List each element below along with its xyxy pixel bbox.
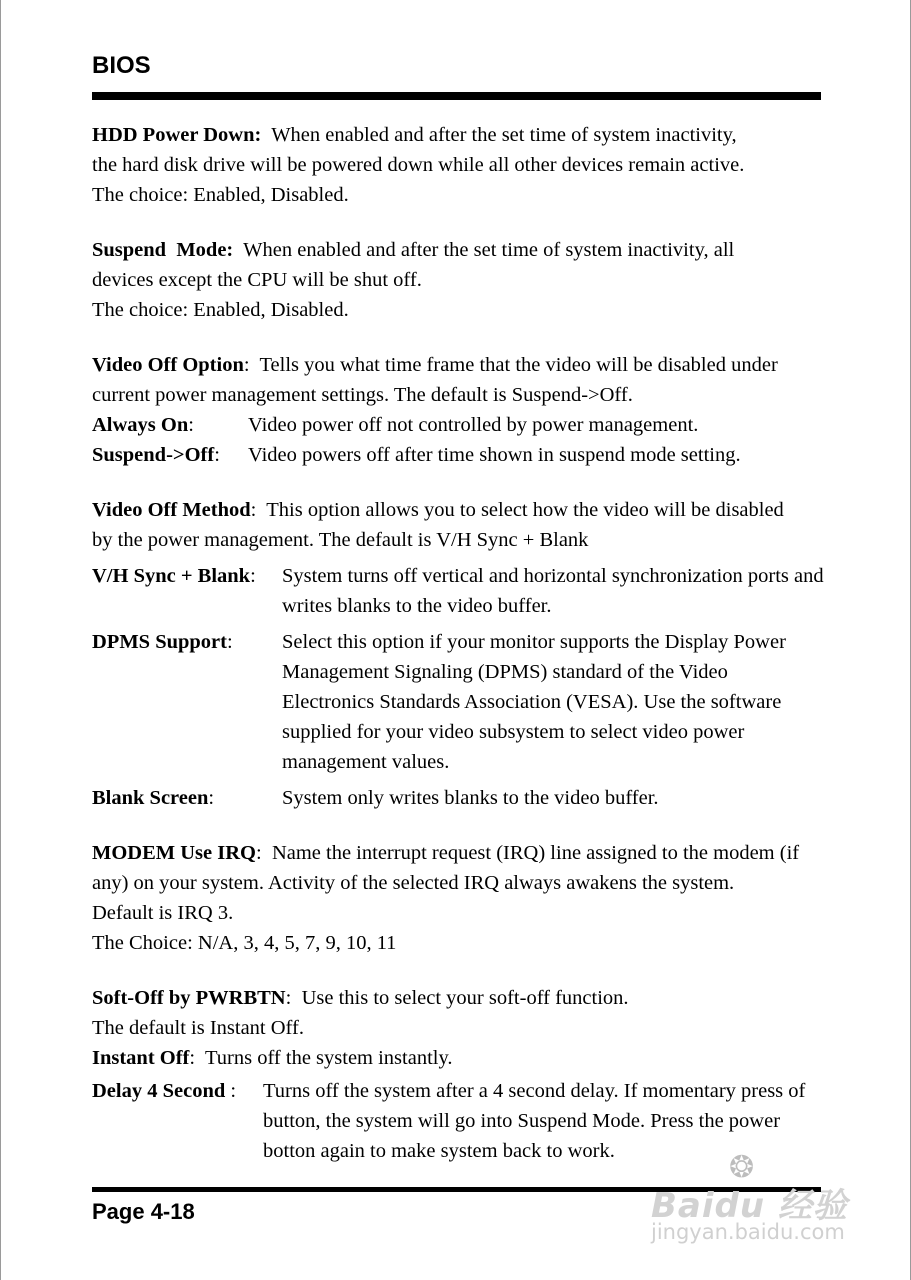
soft-off-instant: Instant Off: Turns off the system instantly. xyxy=(92,1047,453,1069)
modem-irq-choice: The Choice: N/A, 3, 4, 5, 7, 9, 10, 11 xyxy=(92,932,397,954)
suspend-mode-line2: devices except the CPU will be shut off. xyxy=(92,269,422,291)
paw-icon: ❂ xyxy=(729,1150,755,1185)
soft-off-line1: Soft-Off by PWRBTN: Use this to select your soft-off function. xyxy=(92,987,629,1009)
video-option-suspend-off: Suspend->Off: Video powers off after time shown in suspend mode setting. xyxy=(92,444,741,466)
soft-off-delay-4-second: Delay 4 Second : Turns off the system after a 4 second delay. If momentary press of button, the system will go into Suspend Mode. Press the power botton again to make system back to work. xyxy=(92,1080,806,1162)
suspend-mode-term: Suspend Mode: xyxy=(92,239,234,261)
method-vh-sync-blank: V/H Sync + Blank: System turns off vertical and horizontal synchronization ports and writes blanks to the video buffer. xyxy=(92,565,824,617)
video-off-option-line2: current power management settings. The default is Suspend->Off. xyxy=(92,384,633,406)
page-header-title: BIOS xyxy=(92,52,151,79)
video-off-method-line1: Video Off Method: This option allows you to select how the video will be disabled xyxy=(92,499,784,521)
video-off-method-term: Video Off Method xyxy=(92,499,251,521)
hdd-power-down-line2: the hard disk drive will be powered down while all other devices remain active. xyxy=(92,154,745,176)
method-dpms-support: DPMS Support: Select this option if your monitor supports the Display Power Management Signaling (DPMS) standard of the Video Electronics Standards Association (VESA). Use the software supplied for your video subsystem to select video power management values. xyxy=(92,631,786,773)
watermark-brand: Baidu 经验 xyxy=(651,1186,848,1226)
video-option-always-on: Always On: Video power off not controlled by power management. xyxy=(92,414,699,436)
page-body xyxy=(92,120,824,1166)
method-blank-screen: Blank Screen: System only writes blanks to the video buffer. xyxy=(92,787,659,809)
modem-irq-term: MODEM Use IRQ xyxy=(92,842,256,864)
hdd-power-down-choice: The choice: Enabled, Disabled. xyxy=(92,184,349,206)
modem-irq-line2: any) on your system. Activity of the selected IRQ always awakens the system. xyxy=(92,872,735,894)
video-off-option-term: Video Off Option xyxy=(92,354,244,376)
header-rule xyxy=(92,92,821,100)
soft-off-line2: The default is Instant Off. xyxy=(92,1017,304,1039)
hdd-power-down-term: HDD Power Down: xyxy=(92,124,262,146)
modem-irq-line3: Default is IRQ 3. xyxy=(92,902,234,924)
suspend-mode-choice: The choice: Enabled, Disabled. xyxy=(92,299,349,321)
video-off-option-line1: Video Off Option: Tells you what time frame that the video will be disabled under xyxy=(92,354,778,376)
hdd-power-down-line1: HDD Power Down: When enabled and after the set time of system inactivity, xyxy=(92,124,737,146)
modem-irq-line1: MODEM Use IRQ: Name the interrupt request (IRQ) line assigned to the modem (if xyxy=(92,842,800,864)
baidu-watermark xyxy=(651,1148,861,1248)
suspend-mode-line1: Suspend Mode: When enabled and after the set time of system inactivity, all xyxy=(92,239,735,261)
soft-off-term: Soft-Off by PWRBTN xyxy=(92,987,286,1009)
page-number: Page 4-18 xyxy=(92,1199,195,1224)
video-off-method-line2: by the power management. The default is V/H Sync + Blank xyxy=(92,529,589,551)
watermark-url: jingyan.baidu.com xyxy=(651,1220,845,1244)
